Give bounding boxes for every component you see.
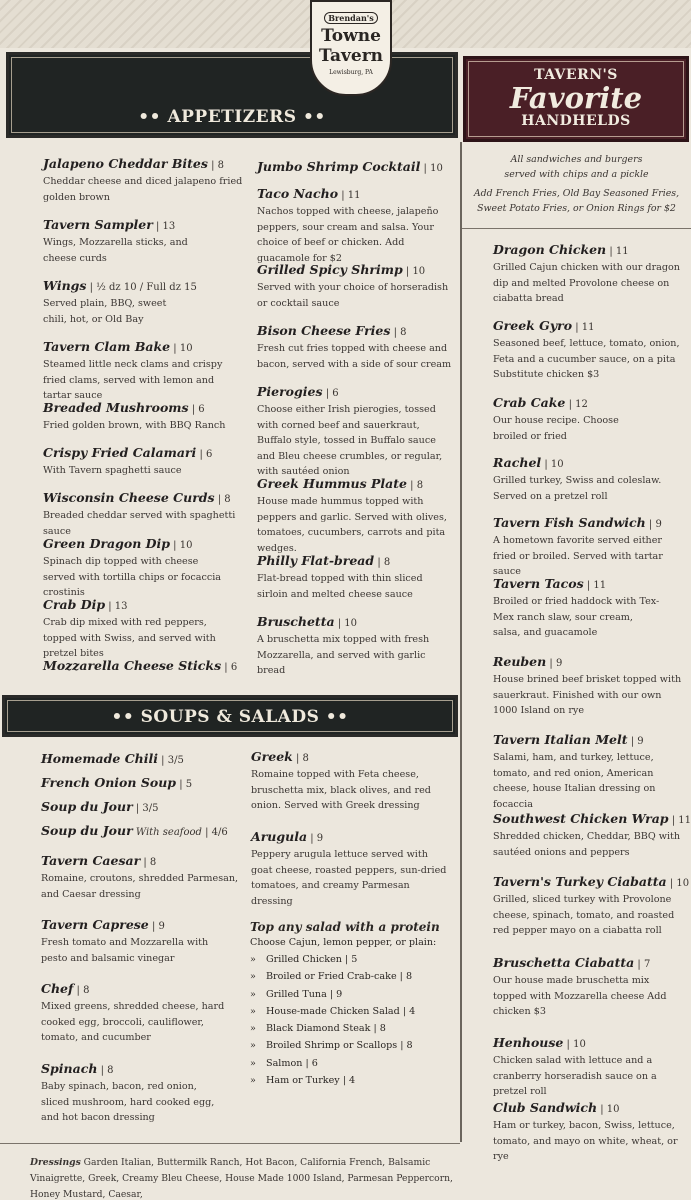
handhelds-banner xyxy=(463,56,689,142)
item-name: Homemade Chili xyxy=(41,751,158,766)
item-name: Rachel xyxy=(493,455,542,470)
dressings-list xyxy=(30,1155,460,1200)
item-description: Grilled turkey, Swiss and coleslaw. Served on a pretzel roll xyxy=(493,475,662,502)
item-name: Club Sandwich xyxy=(493,1100,598,1115)
item-price: | 13 xyxy=(105,601,128,612)
item-name: Tavern Caprese xyxy=(41,917,149,932)
item-price: | 9 xyxy=(307,833,324,844)
item-name: Jumbo Shrimp Cocktail xyxy=(257,159,421,174)
menu-item xyxy=(493,455,683,504)
item-price: | 8 xyxy=(292,753,309,764)
menu-item xyxy=(493,318,683,383)
protein-option: » Ham or Turkey | 4 xyxy=(250,1072,455,1089)
item-name: Grilled Spicy Shrimp xyxy=(257,262,403,277)
logo-towne: Towne xyxy=(321,26,381,46)
item-price: | 9 xyxy=(546,658,563,669)
item-price: | 8 xyxy=(214,494,231,505)
item-price: | 7 xyxy=(634,959,651,970)
menu-item xyxy=(493,1100,688,1165)
item-name: Greek Gyro xyxy=(493,318,573,333)
handhelds-heading-1: TAVERN'S xyxy=(534,67,618,83)
protein-option: » Grilled Chicken | 5 xyxy=(250,951,455,968)
item-name: Bison Cheese Fries xyxy=(257,323,391,338)
menu-item xyxy=(43,658,248,675)
item-description: A bruschetta mix topped with fresh Mozzarella, and served with garlic bread xyxy=(257,634,430,676)
menu-item xyxy=(493,732,688,812)
item-description: Fried golden brown, with BBQ Ranch xyxy=(43,420,226,431)
menu-item xyxy=(41,799,241,816)
item-description: Flat-bread topped with thin sliced sirloin and melted cheese sauce xyxy=(257,573,423,600)
item-description: Fresh cut fries topped with cheese and bacon, served with a side of sour cream xyxy=(257,343,452,370)
item-name: Tavern Fish Sandwich xyxy=(493,515,646,530)
item-price: | 10 xyxy=(334,618,358,629)
menu-item xyxy=(41,1061,226,1126)
dressings-text: Garden Italian, Buttermilk Ranch, Hot Bacon, California French, Balsamic Vinaigrette, Greek, Creamy Bleu Cheese, House Made 1000 Island, Parmesan Peppercorn, Honey Mustard, Caesar, xyxy=(30,1157,453,1200)
item-price: | 8 xyxy=(207,160,225,171)
protein-option: » Grilled Tuna | 9 xyxy=(250,986,455,1003)
item-description: Nachos topped with cheese, jalapeño peppers, sour cream and salsa. Your choice of beef or chicken. Add guacamole for $2 xyxy=(257,206,439,264)
menu-item xyxy=(43,278,197,327)
menu-item xyxy=(41,917,231,966)
protein-option: » House-made Chicken Salad | 4 xyxy=(250,1003,455,1020)
item-description: Chicken salad with lettuce and a cranberry horseradish sauce on a pretzel roll xyxy=(493,1055,657,1097)
item-description: Fresh tomato and Mozzarella with pesto and balsamic vinegar xyxy=(41,937,209,964)
menu-item xyxy=(493,515,688,580)
item-name: Bruschetta xyxy=(257,614,335,629)
handhelds-heading-3: HANDHELDS xyxy=(521,113,631,129)
item-name: Tavern Italian Melt xyxy=(493,732,628,747)
menu-item xyxy=(43,400,243,434)
menu-item xyxy=(493,1035,688,1100)
menu-item xyxy=(257,159,452,176)
item-price: | 8 xyxy=(73,985,90,996)
menu-item xyxy=(43,217,193,266)
item-description: Shredded chicken, Cheddar, BBQ with sautéed onions and peppers xyxy=(493,831,681,858)
logo-owner: Brendan's xyxy=(324,12,377,24)
item-note: With seafood xyxy=(132,827,202,838)
protein-option: » Broiled Shrimp or Scallops | 8 xyxy=(250,1037,455,1054)
item-price: | 9 xyxy=(148,921,165,932)
item-description: Seasoned beef, lettuce, tomato, onion, Feta and a cucumber sauce, on a pita Substitute chicken $3 xyxy=(493,338,680,380)
item-price: | 8 xyxy=(140,857,157,868)
item-description: Grilled, sliced turkey with Provolone cheese, spinach, tomato, and roasted red pepper mayo on a ciabatta roll xyxy=(493,894,675,936)
item-price: | 13 xyxy=(152,221,176,232)
menu-item xyxy=(43,156,243,205)
item-name: Philly Flat-bread xyxy=(257,553,375,568)
item-price: | 5 xyxy=(176,779,193,790)
item-name: French Onion Soup xyxy=(41,775,177,790)
protein-addon xyxy=(250,920,455,1089)
menu-item xyxy=(493,654,688,719)
logo-tavern: Tavern xyxy=(318,46,384,66)
item-description: Served with your choice of horseradish or cocktail sauce xyxy=(257,282,449,309)
item-description: Wings, Mozzarella sticks, and cheese curds xyxy=(43,237,188,264)
item-name: Greek xyxy=(251,749,293,764)
item-price: | ½ dz 10 / Full dz 15 xyxy=(86,282,197,293)
note-line: All sandwiches and burgers xyxy=(510,154,643,165)
item-description: Mixed greens, shredded cheese, hard cooked egg, broccoli, cauliflower, tomato, and cucumber xyxy=(41,1001,225,1043)
item-name: Spinach xyxy=(41,1061,98,1076)
item-description: Baby spinach, bacon, red onion, sliced mushroom, hard cooked egg, and hot bacon dressing xyxy=(41,1081,215,1123)
item-description: Spinach dip topped with cheese served with tortilla chips or focaccia crostinis xyxy=(43,556,221,598)
note-line: served with chips and a pickle xyxy=(504,169,649,180)
menu-item xyxy=(257,186,452,266)
item-description: Peppery arugula lettuce served with goat cheese, roasted peppers, sun-dried tomatoes, and creamy Parmesan dressing xyxy=(251,849,447,907)
menu-item xyxy=(41,823,246,840)
item-price: | 9 xyxy=(627,736,644,747)
item-name: Crab Cake xyxy=(493,395,566,410)
item-name: Southwest Chicken Wrap xyxy=(493,811,669,826)
item-price: | 6 xyxy=(221,662,238,673)
menu-item xyxy=(257,262,452,311)
item-price: | 6 xyxy=(196,449,213,460)
column-divider xyxy=(460,142,462,1142)
item-price: | 10 xyxy=(541,459,564,470)
item-description: Steamed little neck clams and crispy fried clams, served with lemon and tartar sauce xyxy=(43,359,223,401)
menu-item xyxy=(257,384,452,480)
item-price: | 10 xyxy=(597,1104,620,1115)
item-name: Green Dragon Dip xyxy=(43,536,170,551)
item-name: Mozzarella Cheese Sticks xyxy=(43,658,222,673)
item-description: Salami, ham, and turkey, lettuce, tomato, and red onion, American cheese, house Italian dressing on focaccia xyxy=(493,752,656,810)
item-description: A hometown favorite served either fried or broiled. Served with tartar sauce xyxy=(493,535,663,577)
menu-item xyxy=(41,853,241,902)
handheld-note-divider xyxy=(462,228,691,229)
menu-item xyxy=(493,395,683,444)
soups-banner xyxy=(2,695,458,737)
menu-item xyxy=(43,445,243,479)
item-name: Soup du Jour xyxy=(41,823,133,838)
item-price: | 11 xyxy=(606,246,629,257)
item-description: Broiled or fried haddock with Tex-Mex ranch slaw, sour cream, salsa, and guacamole xyxy=(493,596,660,638)
soups-heading: •• SOUPS & SALADS •• xyxy=(111,707,349,727)
item-description: Romaine topped with Feta cheese, bruschetta mix, black olives, and red onion. Served with Greek dressing xyxy=(251,769,431,811)
item-name: Chef xyxy=(41,981,74,996)
item-name: Breaded Mushrooms xyxy=(43,400,189,415)
item-description: With Tavern spaghetti sauce xyxy=(43,465,182,476)
item-price: | 8 xyxy=(390,327,407,338)
item-name: Reuben xyxy=(493,654,547,669)
menu-item xyxy=(257,323,452,372)
handhelds-heading-2: Favorite xyxy=(509,81,643,115)
item-name: Henhouse xyxy=(493,1035,564,1050)
item-price: | 8 xyxy=(406,480,424,491)
item-description: Grilled Cajun chicken with our dragon dip and melted Provolone cheese on ciabatta bread xyxy=(493,262,680,304)
item-price: | 10 xyxy=(170,343,193,354)
item-price: | 6 xyxy=(188,404,205,415)
item-description: Our house made bruschetta mix topped with Mozzarella cheese Add chicken $3 xyxy=(493,975,667,1017)
item-price: | 11 xyxy=(668,815,691,826)
logo-location: Lewisburg, PA xyxy=(329,69,373,76)
menu-item xyxy=(493,955,668,1020)
item-price: | 12 xyxy=(565,399,588,410)
appetizers-heading: •• APPETIZERS •• xyxy=(138,107,326,127)
menu-item xyxy=(493,576,663,641)
item-price: | 11 xyxy=(338,190,361,201)
item-description: Breaded cheddar served with spaghetti sauce xyxy=(43,510,236,537)
item-price: | 10 xyxy=(666,878,690,889)
item-description: Crab dip mixed with red peppers, topped with Swiss, and served with pretzel bites xyxy=(43,617,216,659)
item-price: | 11 xyxy=(572,322,595,333)
item-name: Crispy Fried Calamari xyxy=(43,445,197,460)
item-price: | 3/5 xyxy=(132,803,159,814)
item-price: | 11 xyxy=(583,580,607,591)
item-name: Crab Dip xyxy=(43,597,106,612)
item-name: Pierogies xyxy=(257,384,323,399)
item-name: Wisconsin Cheese Curds xyxy=(43,490,215,505)
item-description: House brined beef brisket topped with sauerkraut. Finished with our own 1000 Island on rye xyxy=(493,674,682,716)
menu-item xyxy=(43,339,243,404)
item-name: Greek Hummus Plate xyxy=(257,476,407,491)
item-name: Dragon Chicken xyxy=(493,242,607,257)
item-name: Tavern Caesar xyxy=(41,853,141,868)
item-name: Tavern Sampler xyxy=(43,217,153,232)
item-description: Romaine, croutons, shredded Parmesan, and Caesar dressing xyxy=(41,873,239,900)
protein-description: Choose Cajun, lemon pepper, or plain: xyxy=(250,937,437,948)
protein-option: » Black Diamond Steak | 8 xyxy=(250,1020,455,1037)
menu-item xyxy=(251,829,451,909)
menu-item xyxy=(257,614,452,679)
protein-list xyxy=(250,951,455,1089)
menu-item xyxy=(43,536,228,601)
item-price: | 10 xyxy=(420,163,443,174)
item-price: | 3/5 xyxy=(157,755,184,766)
menu-item xyxy=(257,553,452,602)
item-price: | 10 xyxy=(169,540,193,551)
menu-item xyxy=(493,874,688,939)
item-name: Tavern Clam Bake xyxy=(43,339,171,354)
item-description: Choose either Irish pierogies, tossed with corned beef and sauerkraut, Buffalo style, tossed in Buffalo sauce and Bleu cheese crumbles, or regular, with sautéed onion xyxy=(257,404,443,477)
item-name: Bruschetta Ciabatta xyxy=(493,955,635,970)
menu-item xyxy=(257,476,452,556)
protein-title: Top any salad with a protein xyxy=(250,920,440,934)
item-price: | 10 xyxy=(402,266,426,277)
item-name: Taco Nacho xyxy=(257,186,339,201)
dressings-title: Dressings xyxy=(30,1157,81,1168)
menu-item xyxy=(41,751,241,768)
menu-item xyxy=(41,775,241,792)
item-description: Our house recipe. Choose broiled or fried xyxy=(493,415,619,442)
item-name: Tavern's Turkey Ciabatta xyxy=(493,874,667,889)
item-description: House made hummus topped with peppers and garlic. Served with olives, tomatoes, cucumbers, carrots and pita wedges. xyxy=(257,496,447,554)
handheld-note xyxy=(462,152,691,216)
tavern-logo xyxy=(310,0,392,96)
item-price: | 8 xyxy=(97,1065,114,1076)
menu-item xyxy=(43,597,233,662)
item-description: Cheddar cheese and diced jalapeno fried golden brown xyxy=(43,176,243,203)
item-price: | 6 xyxy=(322,388,339,399)
note-line: Add French Fries, Old Bay Seasoned Fries, xyxy=(473,188,680,199)
item-description: Ham or turkey, bacon, Swiss, lettuce, tomato, and mayo on white, wheat, or rye xyxy=(493,1120,678,1162)
menu-item xyxy=(251,749,451,814)
item-name: Arugula xyxy=(251,829,308,844)
menu-item xyxy=(493,811,691,860)
item-price: | 4/6 xyxy=(201,827,228,838)
item-name: Wings xyxy=(43,278,87,293)
item-price: | 9 xyxy=(645,519,662,530)
dressings-divider xyxy=(0,1143,460,1144)
item-description: Served plain, BBQ, sweet chili, hot, or Old Bay xyxy=(43,298,167,325)
item-price: | 8 xyxy=(374,557,391,568)
protein-option: » Broiled or Fried Crab-cake | 8 xyxy=(250,968,455,985)
note-line: Sweet Potato Fries, or Onion Rings for $2 xyxy=(477,203,676,214)
menu-item xyxy=(493,242,683,307)
item-name: Tavern Tacos xyxy=(493,576,584,591)
item-name: Soup du Jour xyxy=(41,799,133,814)
menu-item xyxy=(43,490,248,539)
item-price: | 10 xyxy=(563,1039,586,1050)
protein-option: » Salmon | 6 xyxy=(250,1055,455,1072)
item-name: Jalapeno Cheddar Bites xyxy=(43,156,208,171)
menu-item xyxy=(41,981,241,1046)
